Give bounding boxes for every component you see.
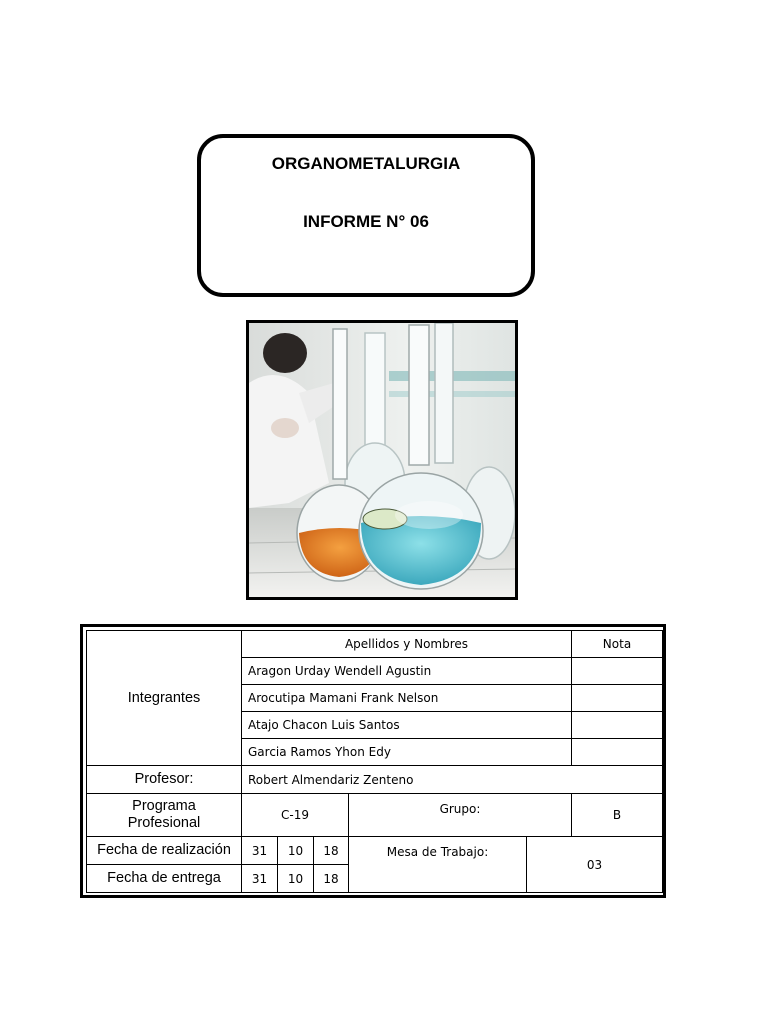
member-grade (572, 712, 663, 739)
fecha-realizacion-day: 31 (242, 837, 278, 865)
fecha-realizacion-label: Fecha de realización (87, 837, 242, 865)
member-name: Aragon Urday Wendell Agustin (242, 658, 572, 685)
member-grade (572, 685, 663, 712)
fecha-entrega-year: 18 (314, 865, 349, 893)
names-header: Apellidos y Nombres (242, 631, 572, 658)
integrantes-label: Integrantes (87, 631, 242, 766)
report-info-table (80, 624, 666, 898)
laboratory-flasks-photo (246, 320, 518, 600)
fecha-entrega-day: 31 (242, 865, 278, 893)
grade-header: Nota (572, 631, 663, 658)
programa-label-line2: Profesional (127, 815, 201, 831)
mesa-label: Mesa de Trabajo: (349, 837, 527, 893)
mesa-value: 03 (527, 837, 663, 893)
fecha-realizacion-month: 10 (278, 837, 314, 865)
profesor-name: Robert Almendariz Zenteno (242, 766, 663, 794)
member-grade (572, 739, 663, 766)
member-name: Garcia Ramos Yhon Edy (242, 739, 572, 766)
member-name: Arocutipa Mamani Frank Nelson (242, 685, 572, 712)
fecha-realizacion-year: 18 (314, 837, 349, 865)
fecha-entrega-label: Fecha de entrega (87, 865, 242, 893)
title-box (197, 134, 535, 297)
member-grade (572, 658, 663, 685)
grupo-value: B (572, 794, 663, 837)
fecha-entrega-month: 10 (278, 865, 314, 893)
programa-label (87, 794, 242, 837)
course-title: ORGANOMETALURGIA (271, 154, 461, 173)
report-number: INFORME N° 06 (303, 212, 429, 231)
profesor-label: Profesor: (87, 766, 242, 794)
grupo-label: Grupo: (349, 794, 572, 837)
member-name: Atajo Chacon Luis Santos (242, 712, 572, 739)
programa-label-line1: Programa (132, 798, 196, 814)
programa-value: C-19 (242, 794, 349, 837)
